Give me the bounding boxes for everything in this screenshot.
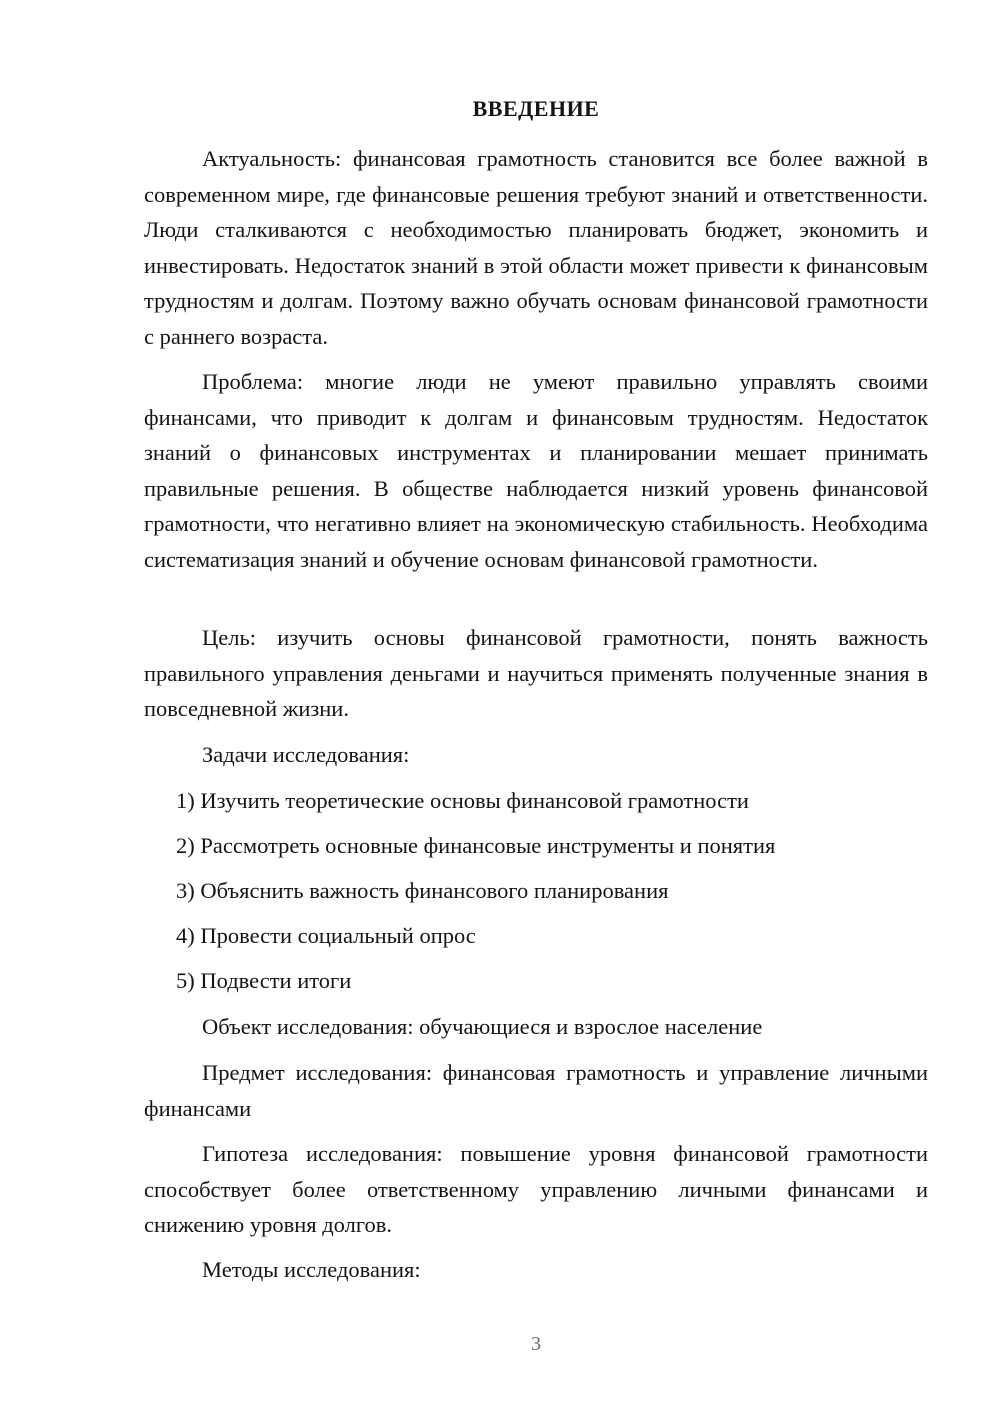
relevance-paragraph: Актуальность: финансовая грамотность становится все более важной в современном мире, где финансовые решения требуют знаний и ответственности. Люди сталкиваются с необходимостью планировать бюджет, экономить и инвестировать. Недостаток знаний в этой области может привести к финансовым трудностям и долгам. Поэтому важно обучать основам финансовой грамотности с раннего возраста.: [144, 146, 928, 349]
task-item: 5) Подвести итоги: [176, 968, 352, 993]
hypothesis-paragraph: Гипотеза исследования: повышение уровня финансовой грамотности способствует более ответственному управлению личными финансами и снижению уровня долгов.: [144, 1141, 928, 1237]
task-item: 2) Рассмотреть основные финансовые инструменты и понятия: [176, 833, 776, 858]
problem-paragraph: Проблема: многие люди не умеют правильно управлять своими финансами, что приводит к долгам и финансовым трудностям. Недостаток знаний о финансовых инструментах и планировании мешает принимать правильные решения. В обществе наблюдается низкий уровень финансовой грамотности, что негативно влияет на экономическую стабильность. Необходима систематизация знаний и обучение основам финансовой грамотности.: [144, 369, 928, 572]
page-number: 3: [531, 1333, 541, 1355]
task-item: 1) Изучить теоретические основы финансовой грамотности: [176, 788, 749, 813]
task-item: 4) Провести социальный опрос: [176, 923, 476, 948]
tasks-heading: Задачи исследования:: [202, 742, 410, 767]
object-line: Объект исследования: обучающиеся и взрослое население: [202, 1014, 763, 1039]
subject-paragraph: Предмет исследования: финансовая грамотность и управление личными финансами: [144, 1060, 928, 1121]
methods-line: Методы исследования:: [202, 1257, 421, 1282]
section-heading: ВВЕДЕНИЕ: [472, 96, 600, 121]
goal-paragraph: Цель: изучить основы финансовой грамотности, понять важность правильного управления деньгами и научиться применять полученные знания в повседневной жизни.: [144, 625, 928, 721]
task-item: 3) Объяснить важность финансового планирования: [176, 878, 669, 903]
